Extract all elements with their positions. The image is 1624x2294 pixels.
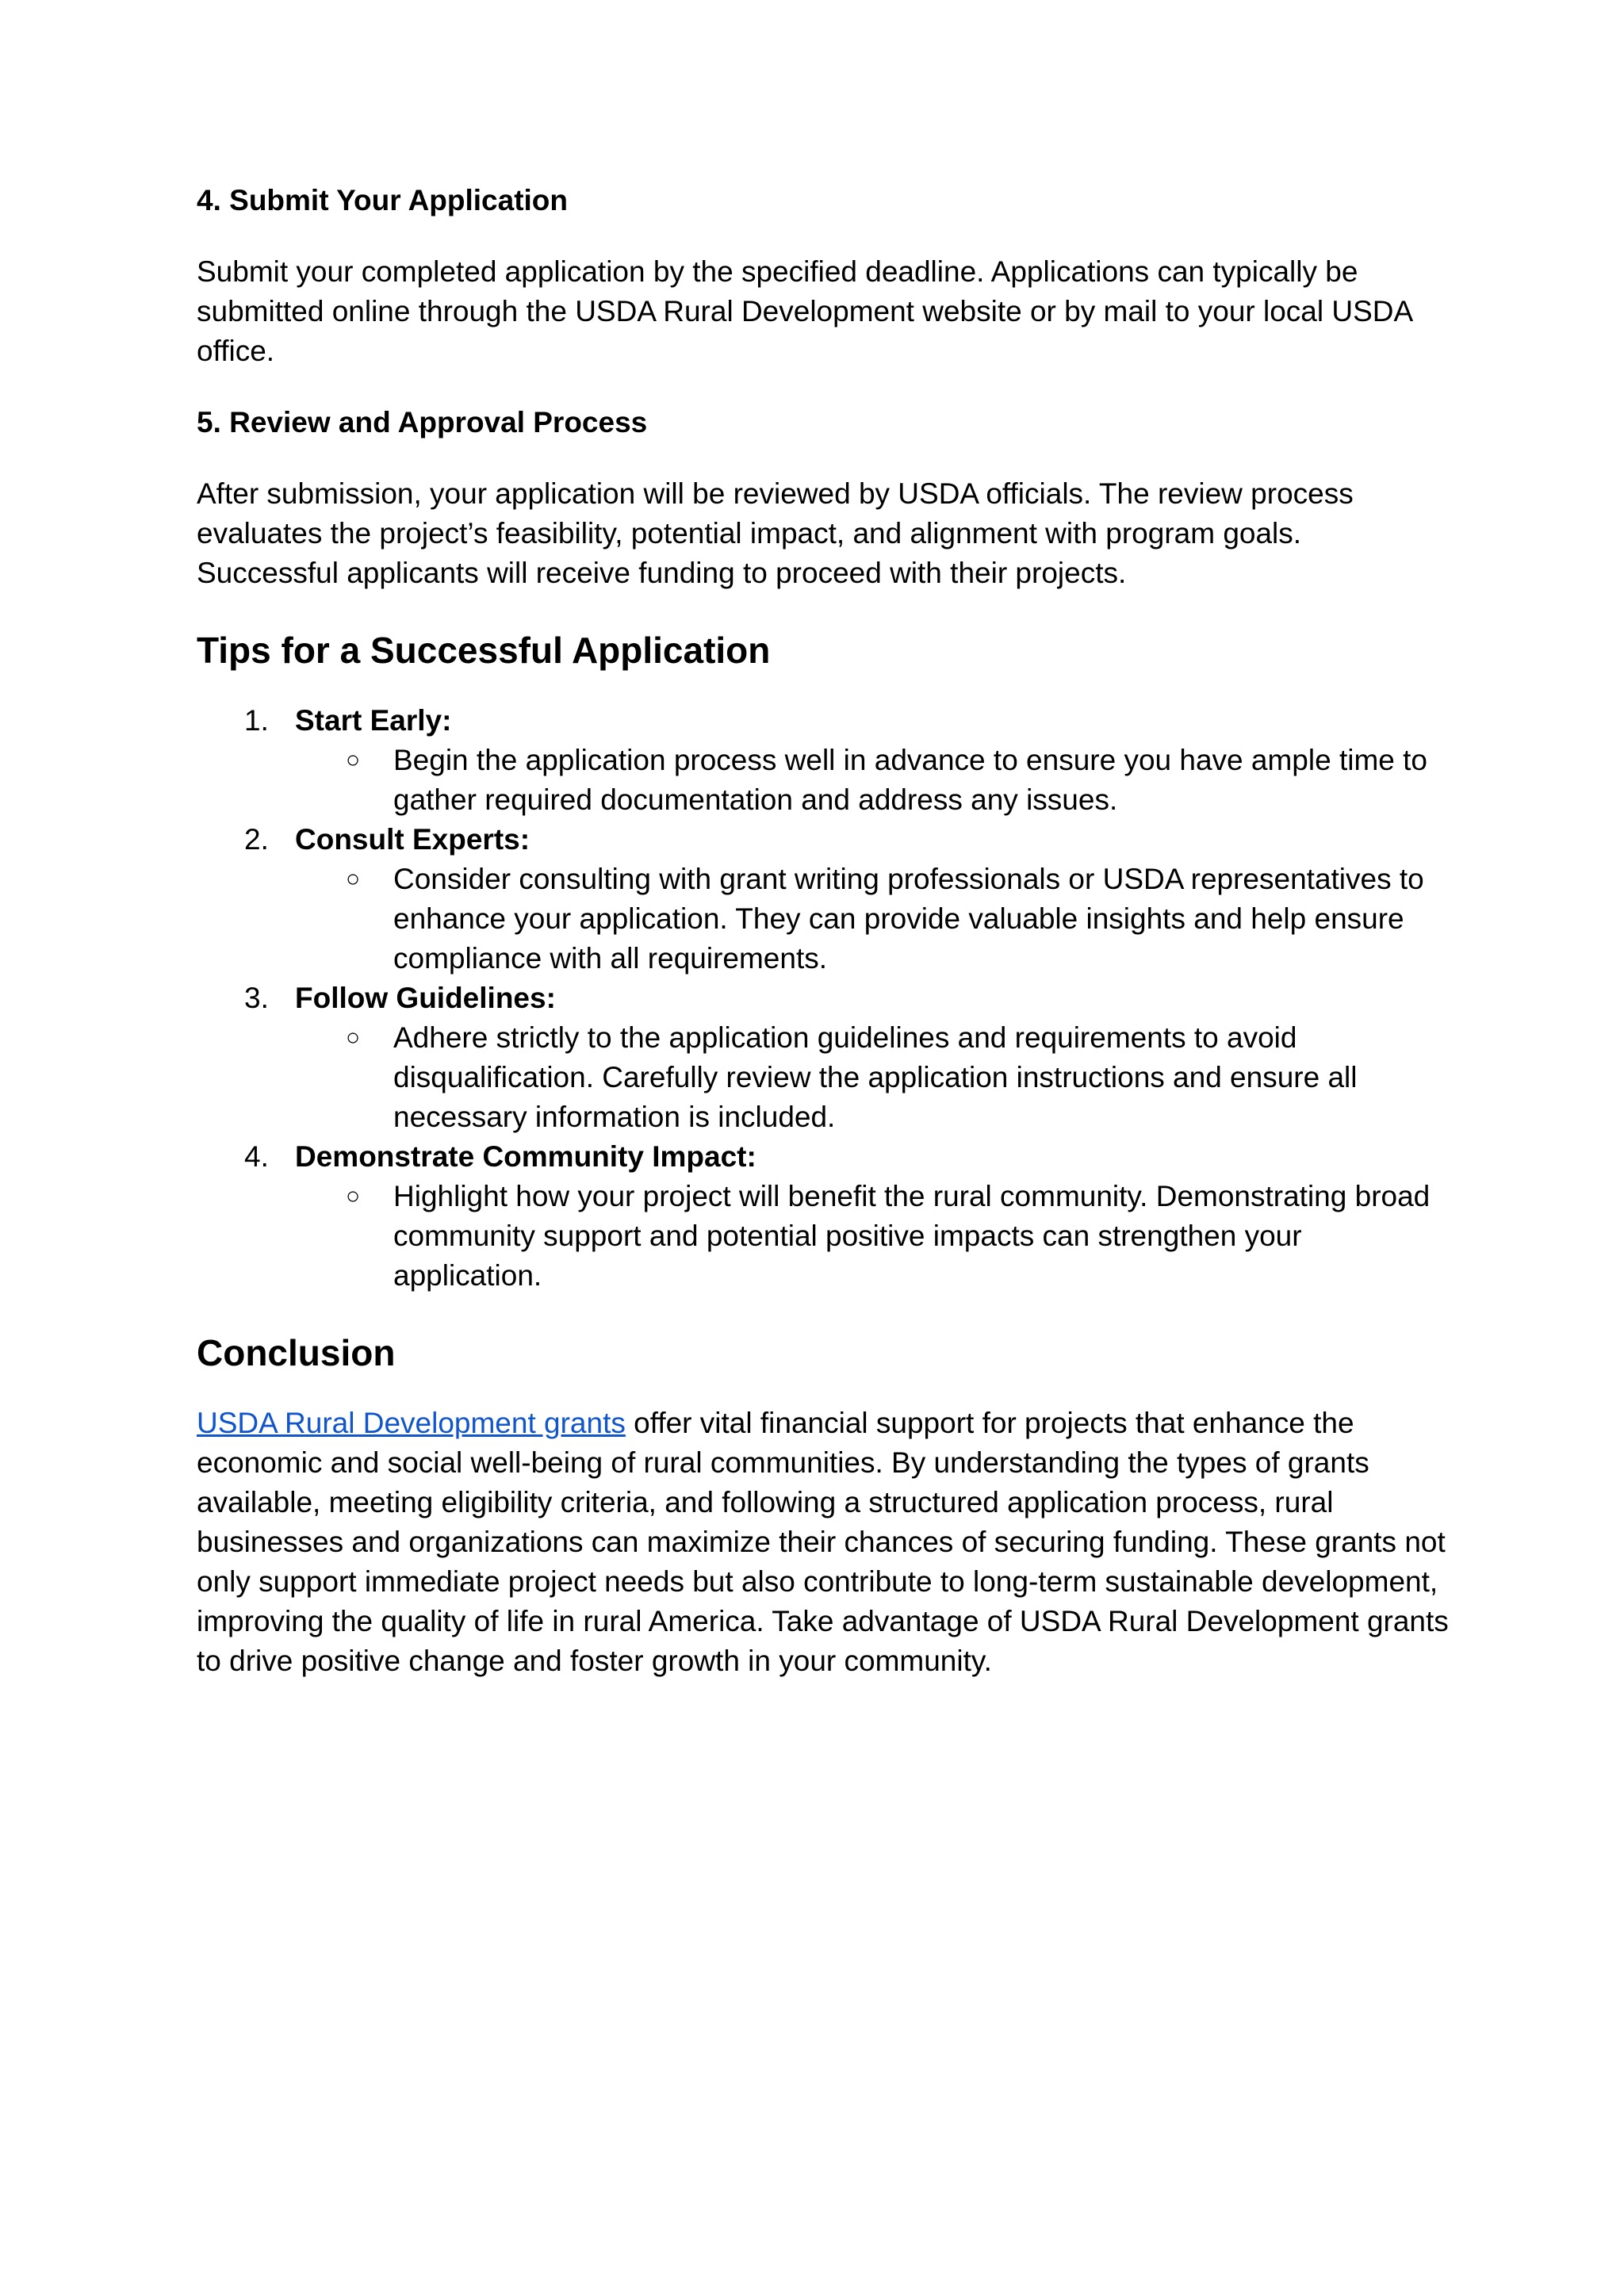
tips-heading: Tips for a Successful Application — [197, 630, 771, 671]
tips-list — [197, 701, 1450, 1296]
hollow-bullet-icon: ○ — [346, 1024, 361, 1051]
tip-number: 3. — [244, 982, 269, 1014]
tip-number: 2. — [244, 823, 269, 856]
hollow-bullet-icon: ○ — [346, 747, 361, 773]
conclusion-text: offer vital financial support for projects that enhance the economic and social well-being of rural communities. By understanding the types of grants available, meeting eligibility criteria, and following a structured application process, rural businesses and organizations can maximize their chances of securing funding. These grants not only support immediate project needs but also contribute to long-term sustainable development, improving the quality of life in rural America. Take advantage of USDA Rural Development grants to drive positive change and foster growth in your community. — [197, 1407, 1449, 1677]
usda-grants-link[interactable]: USDA Rural Development grants — [197, 1407, 626, 1439]
tip-detail-row — [295, 1018, 1450, 1137]
tip-detail: Begin the application process well in advance to ensure you have ample time to gather required documentation and address any issues. — [393, 744, 1427, 816]
step5-body: After submission, your application will be reviewed by USDA officials. The review process evaluates the project’s feasibility, potential impact, and alignment with program goals. Successful applicants will receive funding to proceed with their projects. — [197, 477, 1354, 589]
tip-number: 1. — [244, 704, 269, 737]
tip-item-follow-guidelines — [197, 978, 1450, 1137]
tip-title: Start Early: — [295, 704, 452, 737]
tip-number: 4. — [244, 1140, 269, 1173]
conclusion-body — [197, 1404, 1450, 1681]
hollow-bullet-icon: ○ — [346, 1183, 361, 1209]
tip-title: Demonstrate Community Impact: — [295, 1140, 756, 1173]
step4-heading: 4. Submit Your Application — [197, 184, 569, 216]
tip-detail-row — [295, 860, 1450, 978]
tip-detail-row — [295, 1177, 1450, 1296]
tip-title: Consult Experts: — [295, 823, 530, 856]
document-page — [197, 181, 1450, 1713]
tip-detail: Consider consulting with grant writing professionals or USDA representatives to enhance your application. They can provide valuable insights and help ensure compliance with all requirements. — [393, 863, 1424, 975]
tip-detail: Adhere strictly to the application guidelines and requirements to avoid disqualification. Carefully review the application instructions and ensure all necessary information is included. — [393, 1021, 1358, 1133]
tip-item-community-impact — [197, 1137, 1450, 1296]
tip-item-consult-experts — [197, 820, 1450, 978]
tip-title: Follow Guidelines: — [295, 982, 556, 1014]
step5-heading: 5. Review and Approval Process — [197, 406, 648, 439]
tip-detail: Highlight how your project will benefit the rural community. Demonstrating broad community support and potential positive impacts can strengthen your application. — [393, 1180, 1431, 1292]
conclusion-heading: Conclusion — [197, 1332, 396, 1373]
hollow-bullet-icon: ○ — [346, 866, 361, 892]
step4-body: Submit your completed application by the specified deadline. Applications can typically be submitted online through the USDA Rural Development website or by mail to your local USDA office. — [197, 255, 1412, 367]
tip-detail-row — [295, 741, 1450, 820]
tip-item-start-early — [197, 701, 1450, 820]
